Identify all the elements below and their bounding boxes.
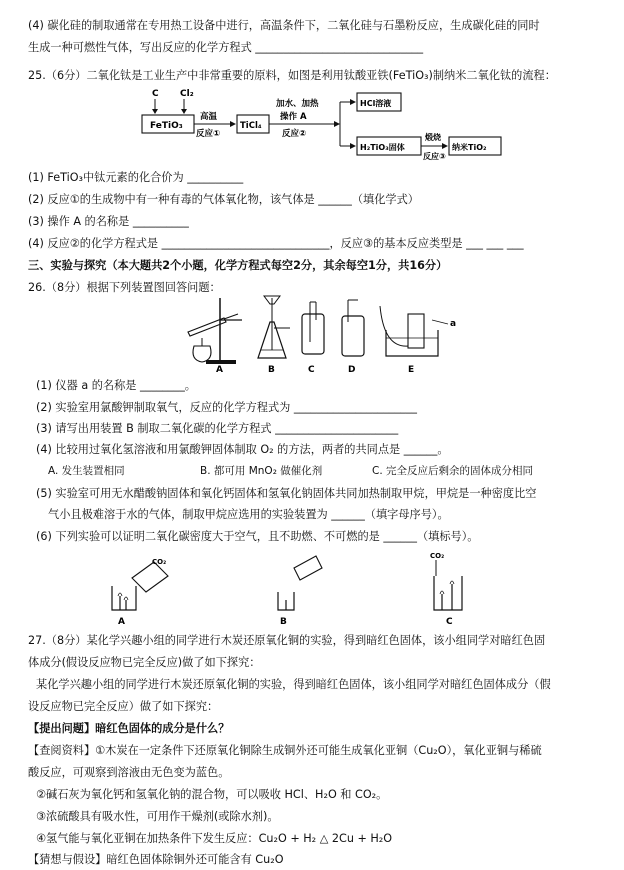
flow-cond1: 高温 bbox=[200, 112, 218, 122]
flow-h2tio3: H₂TiO₃固体 bbox=[360, 143, 405, 152]
q27-question: 【提出问题】暗红色固体的成分是什么？ bbox=[28, 722, 230, 735]
apparatus-e bbox=[380, 306, 448, 356]
figure-b bbox=[278, 556, 322, 610]
label-C: C bbox=[308, 365, 315, 372]
q27-info-line3: ②碱石灰为氧化钙和氢氧化钠的混合物，可以吸收 HCl、H₂O 和 CO₂。 bbox=[36, 788, 388, 801]
flow-react2: 反应② bbox=[282, 129, 307, 139]
flow-add: 加水、加热 bbox=[276, 99, 319, 109]
figure-c bbox=[430, 552, 462, 610]
q24-item4-line2: 生成一种可燃性气体，写出反应的化学方程式 ______________________________ bbox=[28, 41, 424, 54]
flow-cl2: Cl₂ bbox=[180, 89, 194, 99]
q26-item5-line2: 气小且极难溶于水的气体，制取甲烷应选用的实验装置为 ______（填字母序号）。 bbox=[48, 508, 449, 521]
q26-item5-line1: (5) 实验室可用无水醋酸钠固体和氧化钙固体和氢氧化钠固体共同加热制取甲烷，甲烷是一种密度比空 bbox=[36, 487, 537, 500]
q26-option-a: A. 发生装置相同 bbox=[48, 465, 125, 477]
q27-info-line5: ④氢气能与氧化亚铜在加热条件下发生反应：Cu₂O + H₂ △ 2Cu + H₂O bbox=[36, 832, 393, 845]
figure-label-B: B bbox=[280, 617, 287, 626]
q24-item4-line1: (4) 碳化硅的制取通常在专用热工设备中进行，高温条件下，二氧化硅与石墨粉反应，生成碳化硅的同时 bbox=[28, 19, 540, 32]
flow-react3: 反应③ bbox=[423, 152, 446, 161]
q26-title: 26.（8分）根据下列装置图回答问题： bbox=[28, 281, 221, 294]
apparatus-d bbox=[342, 300, 364, 356]
q25-item3: (3) 操作 A 的名称是 __________ bbox=[28, 215, 189, 228]
flow-calc: 煅烧 bbox=[425, 133, 441, 142]
q27-title-line1: 27.（8分）某化学兴趣小组的同学进行木炭还原氧化铜的实验，得到暗红色固体，该小组同学对暗红色固 bbox=[28, 634, 546, 647]
apparatus-b bbox=[258, 296, 290, 358]
q26-item2: (2) 实验室用氯酸钾制取氧气，反应的化学方程式为 ______________________ bbox=[36, 401, 417, 414]
q27-repeat-line1: 某化学兴趣小组的同学进行木炭还原氧化铜的实验，得到暗红色固体，该小组同学对暗红色固体成分（假 bbox=[36, 678, 551, 691]
figure-label-A: A bbox=[118, 617, 125, 626]
flow-ticl4: TiCl₄ bbox=[240, 121, 262, 131]
q26-item6: (6) 下列实验可以证明二氧化碳密度大于空气，且不助燃、不可燃的是 ______（填标号）。 bbox=[36, 530, 479, 543]
flow-nano: 纳米TiO₂ bbox=[452, 143, 487, 152]
q27-info-line1: 【查阅资料】①木炭在一定条件下还原氧化铜除生成铜外还可能生成氧化亚铜（Cu₂O），氧化亚铜与稀硫 bbox=[28, 744, 542, 757]
q26-option-c: C. 完全反应后剩余的固体成分相同 bbox=[372, 465, 534, 477]
q27-title-line2: 体成分(假设反应物已完全反应)做了如下探究： bbox=[28, 656, 261, 669]
label-D: D bbox=[348, 365, 356, 372]
figure-a-co2: CO₂ bbox=[152, 558, 167, 566]
q25-item2: (2) 反应①的生成物中有一种有毒的气体氧化物，该气体是 ______（填化学式） bbox=[28, 193, 419, 206]
label-E: E bbox=[408, 365, 415, 372]
section3-heading: 三、实验与探究（本大题共2个小题，化学方程式每空2分，其余每空1分，共16分） bbox=[28, 259, 448, 272]
flow-fetio3: FeTiO₃ bbox=[150, 121, 183, 131]
flow-react1: 反应① bbox=[196, 129, 221, 139]
q25-title: 25.（6分）二氧化钛是工业生产中非常重要的原料，如图是利用钛酸亚铁(FeTiO₃)制纳米二氧化钛的流程： bbox=[28, 69, 556, 82]
figure-a bbox=[112, 558, 168, 610]
q25-item4: (4) 反应②的化学方程式是 ______________________________，反应③的基本反应类型是 ___ ___ ___ bbox=[28, 237, 524, 250]
apparatus-a bbox=[188, 298, 242, 364]
flow-op: 操作 A bbox=[280, 112, 307, 122]
q26-item3: (3) 请写出用装置 B 制取二氧化碳的化学方程式 ______________________ bbox=[36, 422, 399, 435]
q25-flowchart bbox=[120, 84, 510, 162]
figure-c-co2: CO₂ bbox=[430, 552, 445, 560]
q26-apparatus-figure bbox=[180, 292, 480, 372]
label-instrument-a: a bbox=[450, 319, 457, 329]
q26-co2-figure bbox=[90, 548, 510, 626]
figure-label-C: C bbox=[446, 617, 453, 626]
q27-hypothesis: 【猜想与假设】暗红色固体除铜外还可能含有 Cu₂O bbox=[28, 853, 284, 866]
q27-repeat-line2: 设反应物已完全反应）做了如下探究： bbox=[28, 700, 219, 713]
q27-info-line2: 酸反应，可观察到溶液由无色变为蓝色。 bbox=[28, 766, 230, 779]
flow-hcl: HCl溶液 bbox=[360, 99, 392, 108]
q26-option-b: B. 都可用 MnO₂ 做催化剂 bbox=[200, 465, 323, 477]
q26-item1: (1) 仪器 a 的名称是 ________。 bbox=[36, 379, 196, 392]
q25-item1: (1) FeTiO₃中钛元素的化合价为 __________ bbox=[28, 171, 244, 184]
q26-item4: (4) 比较用过氧化氢溶液和用氯酸钾固体制取 O₂ 的方法，两者的共同点是 ______。 bbox=[36, 443, 449, 456]
apparatus-c bbox=[302, 302, 324, 354]
q27-info-line4: ③浓硫酸具有吸水性，可用作干燥剂(或除水剂)。 bbox=[36, 810, 279, 823]
flow-c: C bbox=[152, 89, 159, 99]
label-B: B bbox=[268, 365, 275, 372]
label-A: A bbox=[216, 365, 223, 372]
